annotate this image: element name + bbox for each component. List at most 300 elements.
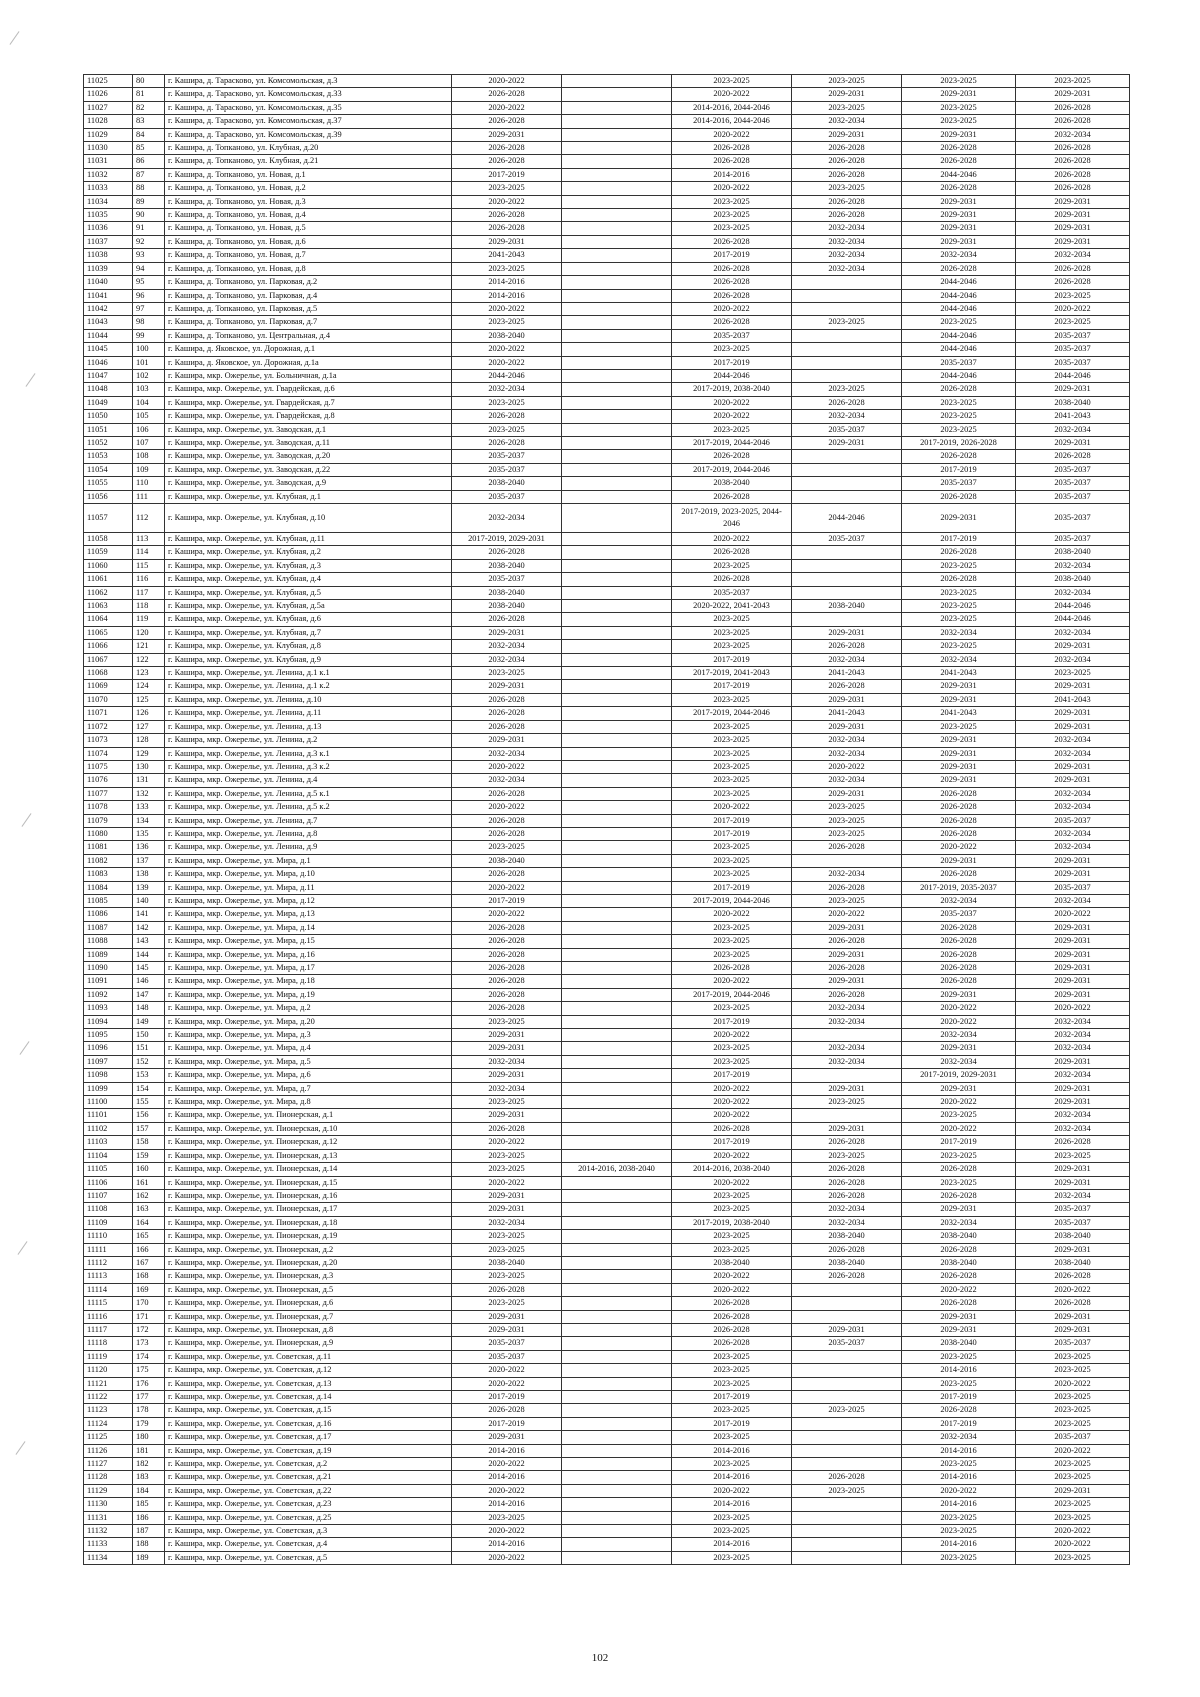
cell-record-code: 11131	[84, 1511, 133, 1524]
cell-period-2	[562, 760, 672, 773]
cell-row-number: 169	[133, 1283, 165, 1296]
cell-period-6: 2026-2028	[1016, 155, 1130, 168]
cell-period-6: 2029-2031	[1016, 1243, 1130, 1256]
table-row	[84, 1055, 1130, 1068]
cell-period-4: 2023-2025	[792, 827, 902, 840]
cell-period-6: 2023-2025	[1016, 75, 1130, 88]
cell-period-1: 2026-2028	[452, 868, 562, 881]
cell-period-2	[562, 142, 672, 155]
cell-record-code: 11111	[84, 1243, 133, 1256]
cell-address: г. Кашира, мкр. Ожерелье, ул. Мира, д.13	[165, 908, 452, 921]
cell-period-4: 2029-2031	[792, 787, 902, 800]
table-row	[84, 396, 1130, 409]
table-row	[84, 1444, 1130, 1457]
cell-period-6: 2023-2025	[1016, 1511, 1130, 1524]
cell-period-1: 2023-2025	[452, 1149, 562, 1162]
cell-period-3: 2014-2016, 2044-2046	[672, 101, 792, 114]
cell-record-code: 11117	[84, 1323, 133, 1336]
cell-address: г. Кашира, мкр. Ожерелье, ул. Мира, д.10	[165, 868, 452, 881]
cell-row-number: 154	[133, 1082, 165, 1095]
cell-period-4: 2029-2031	[792, 626, 902, 639]
cell-period-6: 2029-2031	[1016, 1176, 1130, 1189]
cell-period-3: 2023-2025	[672, 423, 792, 436]
cell-row-number: 177	[133, 1391, 165, 1404]
cell-period-1: 2038-2040	[452, 586, 562, 599]
cell-row-number: 100	[133, 343, 165, 356]
cell-period-4: 2026-2028	[792, 1243, 902, 1256]
cell-address: г. Кашира, д. Топканово, ул. Парковая, д.5	[165, 302, 452, 315]
cell-address: г. Кашира, мкр. Ожерелье, ул. Советская, д.22	[165, 1484, 452, 1497]
cell-period-6: 2032-2034	[1016, 1122, 1130, 1135]
cell-period-6: 2023-2025	[1016, 289, 1130, 302]
cell-period-1: 2029-2031	[452, 1189, 562, 1202]
cell-period-3: 2026-2028	[672, 316, 792, 329]
cell-period-3: 2020-2022	[672, 801, 792, 814]
cell-period-3: 2023-2025	[672, 1230, 792, 1243]
cell-row-number: 126	[133, 707, 165, 720]
cell-row-number: 187	[133, 1525, 165, 1538]
cell-row-number: 122	[133, 653, 165, 666]
cell-period-1: 2020-2022	[452, 1176, 562, 1189]
table-row	[84, 1042, 1130, 1055]
cell-period-3: 2023-2025	[672, 1511, 792, 1524]
cell-address: г. Кашира, д. Яковское, ул. Дорожная, д.1а	[165, 356, 452, 369]
cell-period-3: 2020-2022	[672, 533, 792, 546]
cell-row-number: 172	[133, 1323, 165, 1336]
cell-period-5: 2020-2022	[902, 1015, 1016, 1028]
table-row	[84, 774, 1130, 787]
cell-period-2	[562, 1404, 672, 1417]
cell-address: г. Кашира, мкр. Ожерелье, ул. Клубная, д.3	[165, 559, 452, 572]
cell-period-1: 2026-2028	[452, 962, 562, 975]
cell-period-6: 2026-2028	[1016, 115, 1130, 128]
cell-period-2	[562, 1417, 672, 1430]
cell-address: г. Кашира, мкр. Ожерелье, ул. Больничная, д.1а	[165, 369, 452, 382]
cell-period-6: 2032-2034	[1016, 128, 1130, 141]
cell-row-number: 175	[133, 1364, 165, 1377]
cell-period-6: 2041-2043	[1016, 410, 1130, 423]
cell-period-5: 2023-2025	[902, 586, 1016, 599]
cell-period-1: 2029-2031	[452, 1029, 562, 1042]
table-row	[84, 720, 1130, 733]
cell-period-2	[562, 88, 672, 101]
cell-period-2	[562, 383, 672, 396]
table-row	[84, 1203, 1130, 1216]
cell-period-1: 2026-2028	[452, 827, 562, 840]
cell-period-1: 2032-2034	[452, 747, 562, 760]
cell-period-3: 2026-2028	[672, 962, 792, 975]
cell-period-5: 2038-2040	[902, 1230, 1016, 1243]
table-row	[84, 1015, 1130, 1028]
cell-address: г. Кашира, мкр. Ожерелье, ул. Клубная, д.8	[165, 640, 452, 653]
table-row	[84, 707, 1130, 720]
table-row	[84, 747, 1130, 760]
cell-record-code: 11121	[84, 1377, 133, 1390]
cell-period-3: 2020-2022, 2041-2043	[672, 600, 792, 613]
cell-row-number: 135	[133, 827, 165, 840]
cell-period-6: 2023-2025	[1016, 1498, 1130, 1511]
cell-period-4	[792, 1538, 902, 1551]
cell-period-1: 2020-2022	[452, 1364, 562, 1377]
cell-row-number: 133	[133, 801, 165, 814]
cell-record-code: 11071	[84, 707, 133, 720]
cell-period-2	[562, 423, 672, 436]
table-row	[84, 1283, 1130, 1296]
cell-record-code: 11127	[84, 1458, 133, 1471]
cell-address: г. Кашира, мкр. Ожерелье, ул. Заводская, д.11	[165, 436, 452, 449]
cell-address: г. Кашира, мкр. Ожерелье, ул. Пионерская, д.6	[165, 1297, 452, 1310]
cell-row-number: 173	[133, 1337, 165, 1350]
cell-period-6: 2023-2025	[1016, 667, 1130, 680]
scan-mark	[18, 1241, 28, 1255]
table-row	[84, 841, 1130, 854]
cell-record-code: 11045	[84, 343, 133, 356]
cell-period-6: 2032-2034	[1016, 626, 1130, 639]
cell-period-5: 2029-2031	[902, 128, 1016, 141]
cell-period-6: 2035-2037	[1016, 1203, 1130, 1216]
cell-period-1: 2038-2040	[452, 559, 562, 572]
cell-address: г. Кашира, мкр. Ожерелье, ул. Мира, д.6	[165, 1069, 452, 1082]
scan-mark	[26, 373, 36, 387]
cell-period-3: 2023-2025	[672, 222, 792, 235]
cell-record-code: 11125	[84, 1431, 133, 1444]
cell-record-code: 11048	[84, 383, 133, 396]
cell-period-6: 2032-2034	[1016, 1042, 1130, 1055]
cell-address: г. Кашира, мкр. Ожерелье, ул. Пионерская, д.18	[165, 1216, 452, 1229]
cell-period-2	[562, 1310, 672, 1323]
cell-record-code: 11090	[84, 962, 133, 975]
cell-period-6: 2038-2040	[1016, 396, 1130, 409]
cell-period-6: 2026-2028	[1016, 1136, 1130, 1149]
table-row	[84, 1176, 1130, 1189]
cell-row-number: 84	[133, 128, 165, 141]
cell-period-4: 2029-2031	[792, 975, 902, 988]
cell-period-5: 2038-2040	[902, 1256, 1016, 1269]
cell-period-1: 2017-2019	[452, 1391, 562, 1404]
cell-period-2	[562, 533, 672, 546]
cell-period-2	[562, 1323, 672, 1336]
cell-period-5: 2026-2028	[902, 827, 1016, 840]
cell-period-3: 2023-2025	[672, 868, 792, 881]
cell-row-number: 80	[133, 75, 165, 88]
cell-period-6: 2032-2034	[1016, 586, 1130, 599]
cell-period-5: 2023-2025	[902, 559, 1016, 572]
cell-period-6: 2029-2031	[1016, 1096, 1130, 1109]
cell-period-3: 2020-2022	[672, 908, 792, 921]
cell-period-2	[562, 477, 672, 490]
cell-period-1: 2020-2022	[452, 908, 562, 921]
cell-period-1: 2032-2034	[452, 653, 562, 666]
cell-period-4: 2026-2028	[792, 680, 902, 693]
cell-period-4	[792, 1310, 902, 1323]
cell-record-code: 11077	[84, 787, 133, 800]
cell-record-code: 11080	[84, 827, 133, 840]
cell-period-6: 2032-2034	[1016, 827, 1130, 840]
cell-record-code: 11069	[84, 680, 133, 693]
cell-period-3: 2023-2025	[672, 1002, 792, 1015]
cell-record-code: 11051	[84, 423, 133, 436]
cell-period-2	[562, 1350, 672, 1363]
cell-record-code: 11105	[84, 1163, 133, 1176]
cell-period-1: 2032-2034	[452, 774, 562, 787]
cell-address: г. Кашира, мкр. Ожерелье, ул. Заводская, д.22	[165, 463, 452, 476]
cell-row-number: 128	[133, 734, 165, 747]
cell-period-4	[792, 1377, 902, 1390]
cell-period-5: 2017-2019	[902, 533, 1016, 546]
cell-period-4: 2032-2034	[792, 1055, 902, 1068]
cell-row-number: 139	[133, 881, 165, 894]
cell-address: г. Кашира, мкр. Ожерелье, ул. Заводская, д.20	[165, 450, 452, 463]
cell-address: г. Кашира, д. Топканово, ул. Новая, д.6	[165, 235, 452, 248]
table-row	[84, 1163, 1130, 1176]
cell-record-code: 11057	[84, 504, 133, 533]
cell-period-2	[562, 908, 672, 921]
table-row	[84, 436, 1130, 449]
cell-row-number: 117	[133, 586, 165, 599]
cell-row-number: 95	[133, 276, 165, 289]
cell-address: г. Кашира, мкр. Ожерелье, ул. Пионерская, д.20	[165, 1256, 452, 1269]
cell-period-2	[562, 1283, 672, 1296]
cell-address: г. Кашира, мкр. Ожерелье, ул. Пионерская, д.19	[165, 1230, 452, 1243]
cell-period-5: 2044-2046	[902, 329, 1016, 342]
cell-period-6: 2029-2031	[1016, 935, 1130, 948]
cell-period-5: 2035-2037	[902, 477, 1016, 490]
table-row	[84, 1256, 1130, 1269]
cell-record-code: 11096	[84, 1042, 133, 1055]
table-row	[84, 128, 1130, 141]
cell-period-2	[562, 1551, 672, 1564]
cell-period-1: 2023-2025	[452, 182, 562, 195]
cell-period-5: 2026-2028	[902, 1189, 1016, 1202]
cell-period-6: 2035-2037	[1016, 1337, 1130, 1350]
table-row	[84, 693, 1130, 706]
table-row	[84, 881, 1130, 894]
cell-period-3: 2017-2019, 2038-2040	[672, 383, 792, 396]
cell-period-5: 2020-2022	[902, 1122, 1016, 1135]
cell-record-code: 11068	[84, 667, 133, 680]
cell-period-1: 2017-2019	[452, 168, 562, 181]
schedule-table	[83, 74, 1130, 1565]
cell-period-6: 2029-2031	[1016, 948, 1130, 961]
table-row	[84, 734, 1130, 747]
cell-row-number: 113	[133, 533, 165, 546]
cell-period-3: 2014-2016	[672, 1538, 792, 1551]
table-row	[84, 450, 1130, 463]
cell-period-5: 2020-2022	[902, 1002, 1016, 1015]
cell-period-6: 2029-2031	[1016, 988, 1130, 1001]
cell-period-4	[792, 343, 902, 356]
cell-row-number: 183	[133, 1471, 165, 1484]
cell-period-2	[562, 1096, 672, 1109]
cell-period-4: 2023-2025	[792, 75, 902, 88]
cell-period-4	[792, 1417, 902, 1430]
cell-row-number: 185	[133, 1498, 165, 1511]
cell-period-1: 2026-2028	[452, 410, 562, 423]
cell-address: г. Кашира, мкр. Ожерелье, ул. Гвардейская, д.8	[165, 410, 452, 423]
cell-period-5: 2029-2031	[902, 195, 1016, 208]
cell-period-6: 2029-2031	[1016, 383, 1130, 396]
cell-period-1: 2032-2034	[452, 1055, 562, 1068]
cell-address: г. Кашира, мкр. Ожерелье, ул. Клубная, д.6	[165, 613, 452, 626]
cell-address: г. Кашира, мкр. Ожерелье, ул. Пионерская, д.15	[165, 1176, 452, 1189]
cell-record-code: 11037	[84, 235, 133, 248]
cell-row-number: 83	[133, 115, 165, 128]
cell-period-1: 2041-2043	[452, 249, 562, 262]
cell-record-code: 11044	[84, 329, 133, 342]
cell-record-code: 11067	[84, 653, 133, 666]
cell-period-4	[792, 463, 902, 476]
cell-row-number: 94	[133, 262, 165, 275]
table-row	[84, 1243, 1130, 1256]
cell-period-3: 2017-2019	[672, 814, 792, 827]
cell-period-5: 2026-2028	[902, 1243, 1016, 1256]
cell-record-code: 11040	[84, 276, 133, 289]
cell-period-6: 2029-2031	[1016, 1323, 1130, 1336]
cell-record-code: 11050	[84, 410, 133, 423]
cell-period-4: 2020-2022	[792, 760, 902, 773]
cell-period-1: 2035-2037	[452, 450, 562, 463]
cell-period-1: 2026-2028	[452, 1404, 562, 1417]
cell-period-3: 2023-2025	[672, 613, 792, 626]
cell-period-3: 2026-2028	[672, 1297, 792, 1310]
cell-period-6: 2029-2031	[1016, 235, 1130, 248]
cell-period-2	[562, 1189, 672, 1202]
cell-row-number: 136	[133, 841, 165, 854]
cell-period-5: 2029-2031	[902, 734, 1016, 747]
cell-period-6: 2029-2031	[1016, 962, 1130, 975]
cell-period-2	[562, 1458, 672, 1471]
cell-period-3: 2020-2022	[672, 410, 792, 423]
cell-address: г. Кашира, мкр. Ожерелье, ул. Ленина, д.8	[165, 827, 452, 840]
table-row	[84, 854, 1130, 867]
cell-period-4: 2032-2034	[792, 262, 902, 275]
cell-period-1: 2026-2028	[452, 209, 562, 222]
cell-row-number: 180	[133, 1431, 165, 1444]
table-row	[84, 1417, 1130, 1430]
cell-period-2	[562, 1069, 672, 1082]
cell-period-5: 2029-2031	[902, 504, 1016, 533]
cell-record-code: 11058	[84, 533, 133, 546]
cell-period-1: 2026-2028	[452, 720, 562, 733]
cell-record-code: 11110	[84, 1230, 133, 1243]
cell-period-4: 2032-2034	[792, 1203, 902, 1216]
cell-period-4	[792, 1444, 902, 1457]
cell-period-5: 2029-2031	[902, 1082, 1016, 1095]
cell-record-code: 11085	[84, 894, 133, 907]
table-row	[84, 75, 1130, 88]
cell-period-6: 2023-2025	[1016, 316, 1130, 329]
cell-period-2	[562, 720, 672, 733]
cell-period-3: 2023-2025	[672, 1377, 792, 1390]
table-row	[84, 1270, 1130, 1283]
cell-period-1: 2035-2037	[452, 573, 562, 586]
cell-period-1: 2038-2040	[452, 477, 562, 490]
cell-period-5: 2029-2031	[902, 1042, 1016, 1055]
cell-record-code: 11101	[84, 1109, 133, 1122]
cell-row-number: 107	[133, 436, 165, 449]
cell-period-3: 2035-2037	[672, 586, 792, 599]
cell-row-number: 152	[133, 1055, 165, 1068]
cell-period-1: 2026-2028	[452, 707, 562, 720]
cell-period-3: 2020-2022	[672, 1029, 792, 1042]
cell-period-6: 2032-2034	[1016, 423, 1130, 436]
cell-period-3: 2014-2016, 2038-2040	[672, 1163, 792, 1176]
cell-period-1: 2029-2031	[452, 1203, 562, 1216]
cell-period-6: 2029-2031	[1016, 774, 1130, 787]
cell-period-4: 2032-2034	[792, 1015, 902, 1028]
cell-period-4: 2023-2025	[792, 894, 902, 907]
cell-row-number: 155	[133, 1096, 165, 1109]
cell-period-6: 2035-2037	[1016, 1216, 1130, 1229]
cell-period-1: 2035-2037	[452, 1337, 562, 1350]
cell-period-2	[562, 436, 672, 449]
cell-period-4: 2032-2034	[792, 734, 902, 747]
cell-row-number: 162	[133, 1189, 165, 1202]
cell-record-code: 11047	[84, 369, 133, 382]
cell-row-number: 108	[133, 450, 165, 463]
cell-period-5: 2026-2028	[902, 262, 1016, 275]
cell-period-5: 2029-2031	[902, 747, 1016, 760]
cell-period-4	[792, 1458, 902, 1471]
cell-address: г. Кашира, мкр. Ожерелье, ул. Советская, д.17	[165, 1431, 452, 1444]
cell-period-3: 2017-2019, 2044-2046	[672, 707, 792, 720]
cell-row-number: 184	[133, 1484, 165, 1497]
cell-period-2	[562, 356, 672, 369]
cell-period-5: 2041-2043	[902, 667, 1016, 680]
cell-period-6: 2029-2031	[1016, 868, 1130, 881]
cell-row-number: 134	[133, 814, 165, 827]
cell-period-6: 2026-2028	[1016, 276, 1130, 289]
table-row	[84, 1484, 1130, 1497]
cell-period-6: 2029-2031	[1016, 1082, 1130, 1095]
cell-period-2	[562, 316, 672, 329]
table-row	[84, 1189, 1130, 1202]
cell-period-5: 2026-2028	[902, 1163, 1016, 1176]
cell-period-4	[792, 302, 902, 315]
cell-address: г. Кашира, мкр. Ожерелье, ул. Заводская, д.1	[165, 423, 452, 436]
cell-period-2	[562, 921, 672, 934]
cell-period-3: 2026-2028	[672, 1337, 792, 1350]
cell-period-4: 2032-2034	[792, 222, 902, 235]
cell-period-4: 2032-2034	[792, 115, 902, 128]
cell-period-6: 2020-2022	[1016, 1525, 1130, 1538]
cell-period-1: 2014-2016	[452, 1471, 562, 1484]
table-row	[84, 787, 1130, 800]
cell-record-code: 11031	[84, 155, 133, 168]
cell-period-6: 2035-2037	[1016, 881, 1130, 894]
cell-period-3: 2026-2028	[672, 142, 792, 155]
cell-period-2	[562, 1337, 672, 1350]
cell-address: г. Кашира, мкр. Ожерелье, ул. Ленина, д.3 к.1	[165, 747, 452, 760]
cell-period-3: 2023-2025	[672, 948, 792, 961]
cell-period-2	[562, 841, 672, 854]
cell-address: г. Кашира, мкр. Ожерелье, ул. Советская, д.14	[165, 1391, 452, 1404]
table-row	[84, 1471, 1130, 1484]
cell-period-6: 2026-2028	[1016, 182, 1130, 195]
cell-period-2	[562, 463, 672, 476]
cell-period-4	[792, 369, 902, 382]
cell-period-4: 2023-2025	[792, 383, 902, 396]
cell-period-5: 2017-2019	[902, 1391, 1016, 1404]
table-row	[84, 262, 1130, 275]
cell-record-code: 11102	[84, 1122, 133, 1135]
cell-period-5: 2023-2025	[902, 1377, 1016, 1390]
cell-address: г. Кашира, мкр. Ожерелье, ул. Советская, д.15	[165, 1404, 452, 1417]
cell-address: г. Кашира, д. Топканово, ул. Новая, д.3	[165, 195, 452, 208]
cell-record-code: 11026	[84, 88, 133, 101]
cell-row-number: 88	[133, 182, 165, 195]
cell-record-code: 11082	[84, 854, 133, 867]
